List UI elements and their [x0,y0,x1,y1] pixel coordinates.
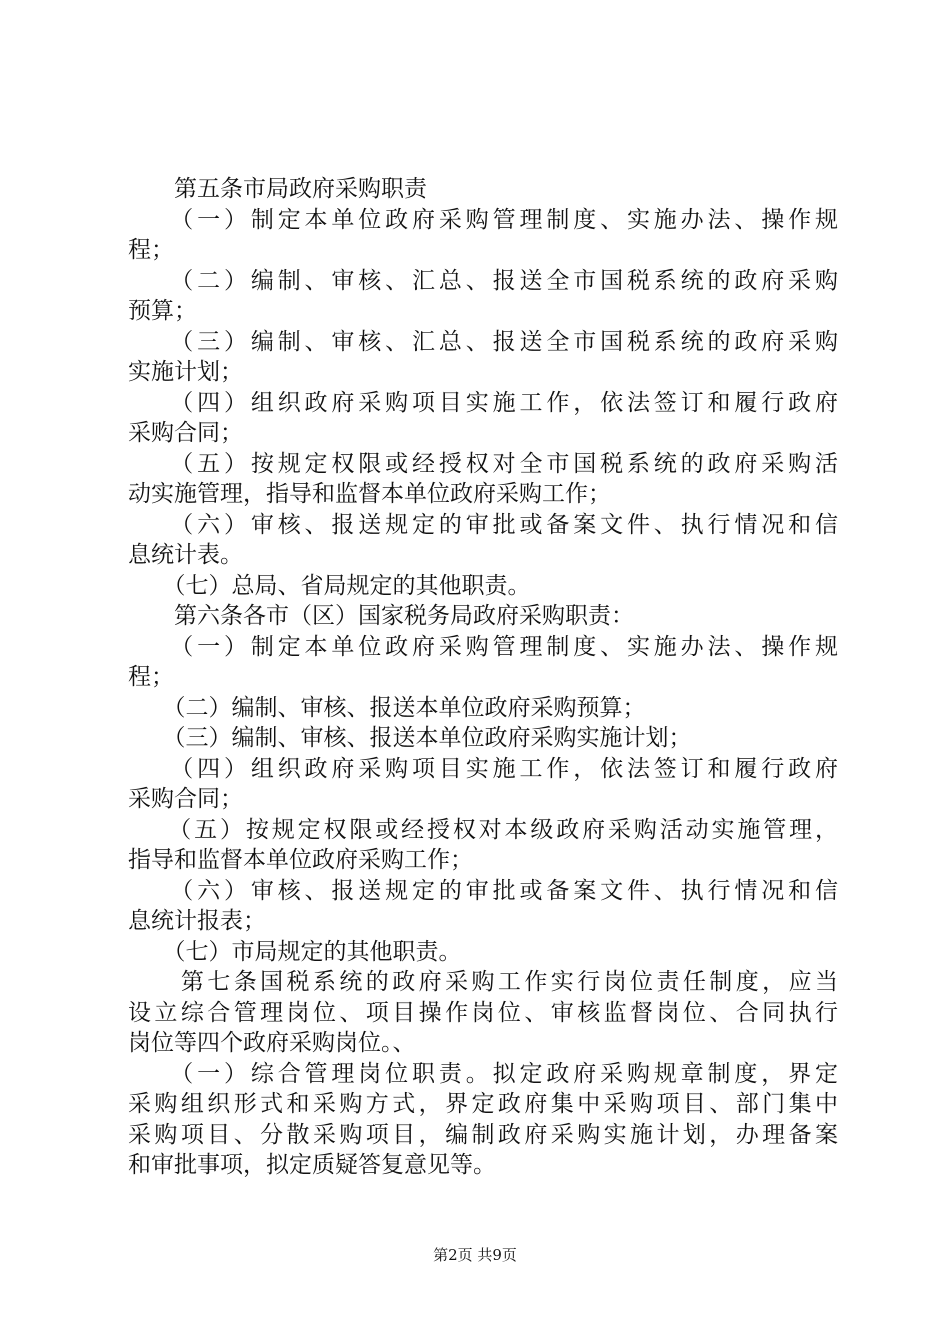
text-line: （七）市局规定的其他职责。 [128,938,462,965]
text-line: 第六条各市（区）国家税务局政府采购职责： [128,603,634,629]
text-line: 第七条国税系统的政府采购工作实行岗位责任制度，应当 [128,969,838,995]
text-line: （六）审核、报送规定的审批或备案文件、执行情况和信 [128,877,838,904]
text-line: （七）总局、省局规定的其他职责。 [128,572,531,599]
text-line: （六）审核、报送规定的审批或备案文件、执行情况和信 [128,511,838,538]
text-line: （五）按规定权限或经授权对全市国税系统的政府采购活 [128,450,838,477]
text-line: （一）制定本单位政府采购管理制度、实施办法、操作规 [128,206,838,233]
text-line: （四）组织政府采购项目实施工作，依法签订和履行政府 [128,389,838,416]
text-line: 息统计报表； [128,908,266,934]
text-line: （一）制定本单位政府采购管理制度、实施办法、操作规 [128,633,838,660]
text-line: （一）综合管理岗位职责。拟定政府采购规章制度，界定 [128,1060,838,1087]
text-line: 程； [128,237,174,263]
text-line: （三）编制、审核、报送本单位政府采购实施计划； [128,725,692,751]
text-line: 和审批事项，拟定质疑答复意见等。 [128,1152,496,1178]
text-line: 采购项目、分散采购项目，编制政府采购实施计划，办理备案 [128,1121,838,1148]
text-line: 预算； [128,298,197,324]
document-body [128,174,838,1181]
text-line: 采购组织形式和采购方式，界定政府集中采购项目、部门集中 [128,1091,838,1117]
text-line: 岗位等四个政府采购岗位。、 [128,1030,416,1056]
text-line: 采购合同； [128,786,243,812]
text-line: 程； [128,664,174,690]
text-line: （二）编制、审核、报送本单位政府采购预算； [128,694,646,721]
text-line: 指导和监督本单位政府采购工作； [128,847,473,873]
text-line: 采购合同； [128,420,243,446]
text-line: 设立综合管理岗位、项目操作岗位、审核监督岗位、合同执行 [128,999,838,1026]
page-footer: 第2页 共9页 [433,1246,517,1264]
text-line: （三）编制、审核、汇总、报送全市国税系统的政府采购 [128,328,838,355]
text-line: 动实施管理，指导和监督本单位政府采购工作； [128,481,611,507]
text-line: 息统计表。 [128,542,243,568]
text-line: （四）组织政府采购项目实施工作，依法签订和履行政府 [128,755,838,782]
text-line: 实施计划； [128,359,243,385]
text-line: 第五条市局政府采购职责 [128,176,427,202]
text-line: （五）按规定权限或经授权对本级政府采购活动实施管理， [128,816,838,843]
text-line: （二）编制、审核、汇总、报送全市国税系统的政府采购 [128,267,838,294]
